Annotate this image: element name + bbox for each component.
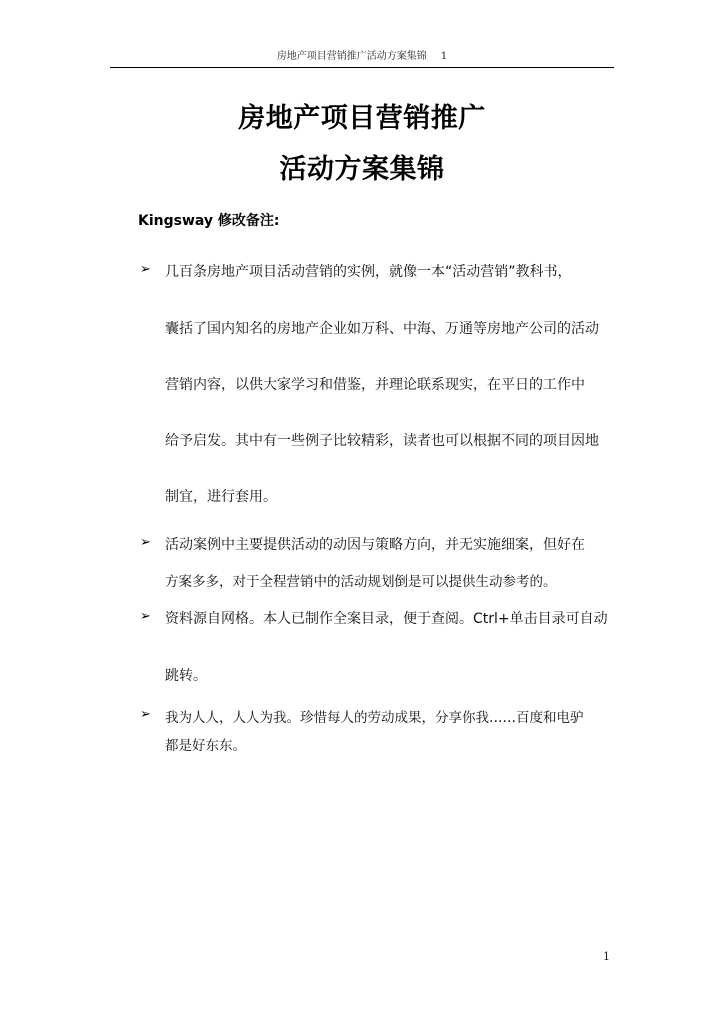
document-title-line-2: 活动方案集锦 [279,154,445,185]
bullet-4-line-2: 都是好东东。 [165,738,246,754]
bullet-arrow-icon: ➢ [140,535,151,550]
page-number: 1 [603,950,610,963]
running-header-page: 1 [440,51,448,62]
note-label: Kingsway 修改备注: [138,213,280,229]
bullet-1-line-4: 给予启发。其中有一些例子比较精彩，读者也可以根据不同的项目因地 [165,433,599,449]
bullet-3-line-1: 资料源自网格。本人已制作全案目录，便于查阅。Ctrl+单击目录可自动 [165,611,608,627]
bullet-arrow-icon: ➢ [140,609,151,624]
bullet-arrow-icon: ➢ [140,707,151,722]
document-title-line-1: 房地产项目营销推广 [238,103,486,134]
bullet-4-line-1: 我为人人，人人为我。珍惜每人的劳动成果，分享你我……百度和电驴 [165,710,584,726]
bullet-1-line-3: 营销内容，以供大家学习和借鉴，并理论联系现实，在平日的工作中 [165,377,585,393]
running-header-title: 房地产项目营销推广活动方案集锦 [276,51,427,62]
bullet-1-line-5: 制宜，进行套用。 [165,489,277,505]
bullet-1-line-1: 几百条房地产项目活动营销的实例，就像一本“活动营销”教科书， [165,264,572,280]
bullet-2-line-1: 活动案例中主要提供活动的动因与策略方向，并无实施细案，但好在 [165,537,585,553]
bullet-3-line-2: 跳转。 [165,668,207,684]
bullet-2-line-2: 方案多多，对于全程营销中的活动规划倒是可以提供生动参考的。 [165,574,557,590]
running-header [110,50,614,68]
bullet-1-line-2: 囊括了国内知名的房地产企业如万科、中海、万通等房地产公司的活动 [165,321,599,337]
bullet-arrow-icon: ➢ [140,262,151,277]
